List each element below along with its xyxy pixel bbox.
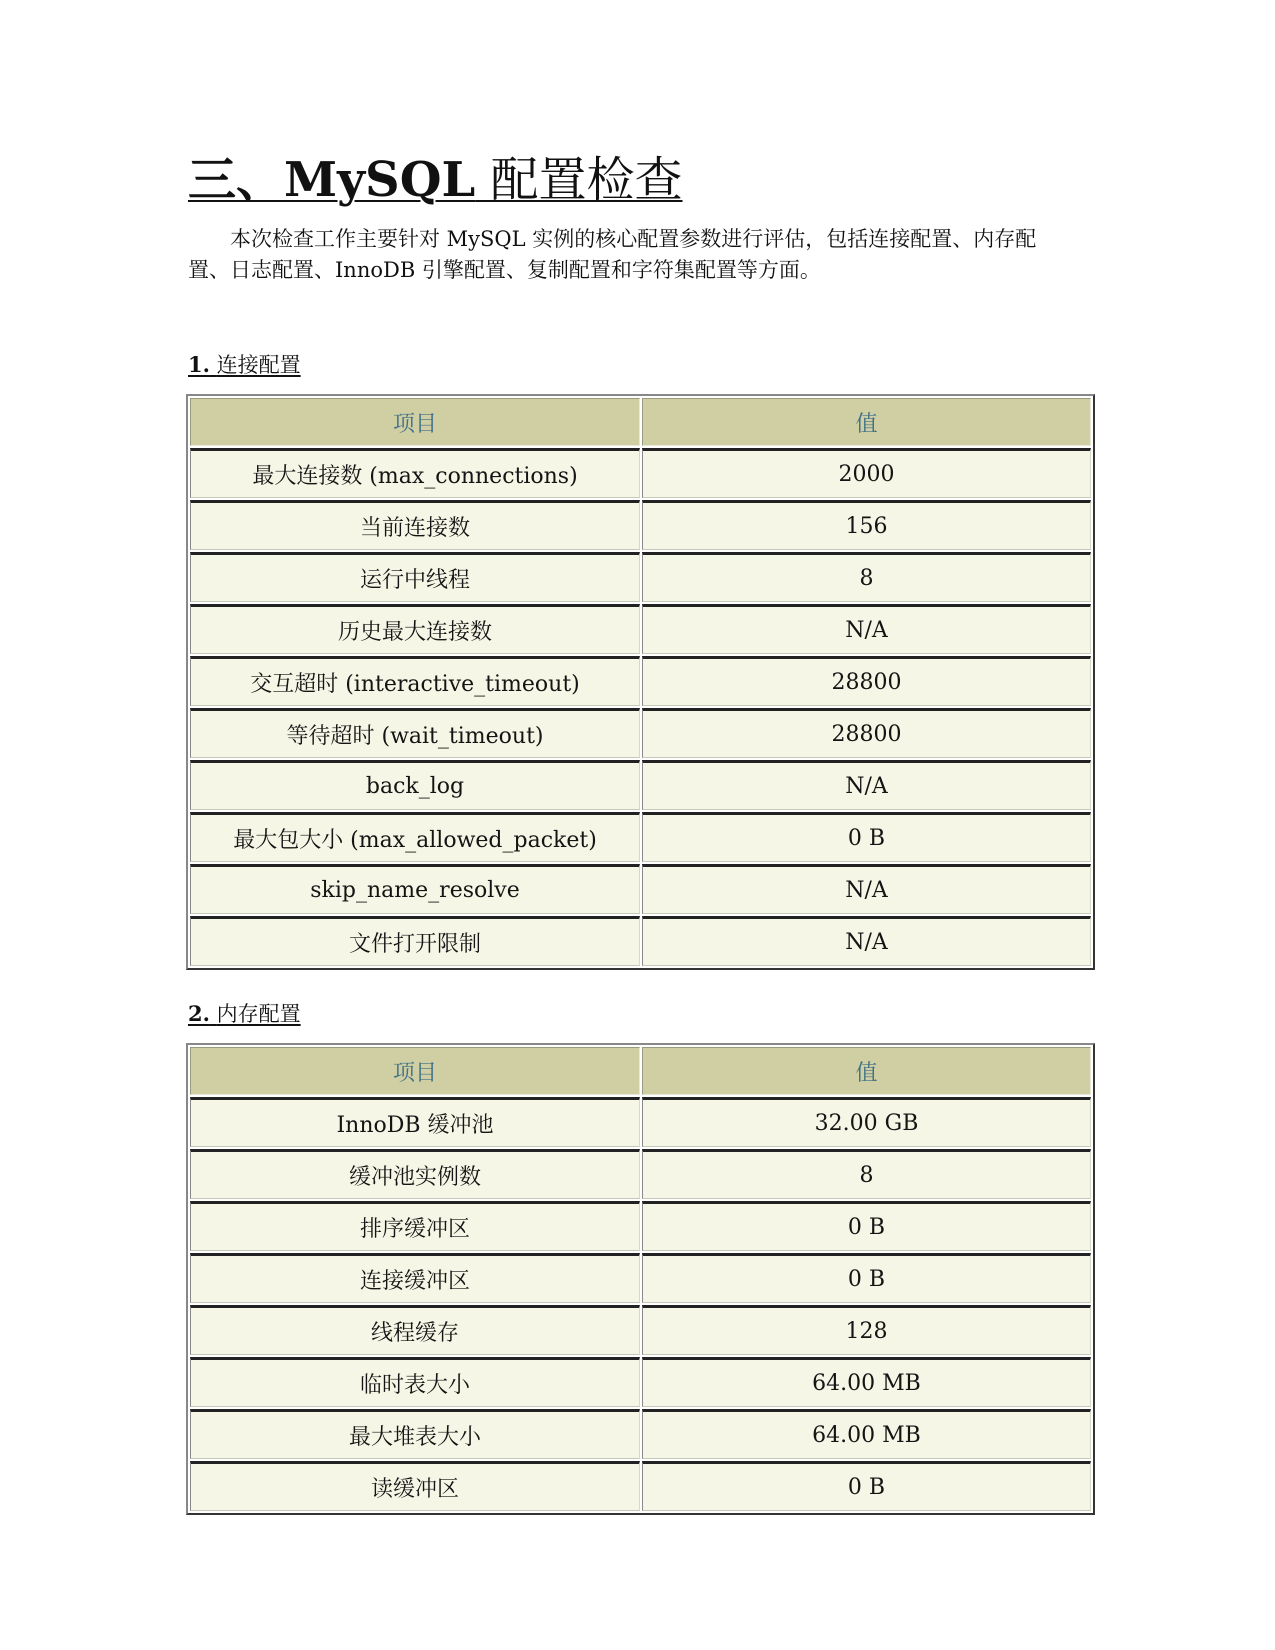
item-cell: 缓冲池实例数 xyxy=(190,1149,640,1199)
value-cell: 0 B xyxy=(642,1253,1091,1303)
value-cell: 128 xyxy=(642,1305,1091,1355)
section-title: 内存配置 xyxy=(216,1002,301,1026)
memory-config-table xyxy=(186,1043,1095,1515)
column-header-value: 值 xyxy=(642,1047,1091,1095)
value-cell: 0 B xyxy=(642,1461,1091,1511)
item-cell: 文件打开限制 xyxy=(190,916,640,966)
value-cell: 156 xyxy=(642,500,1091,550)
table-row xyxy=(190,1149,1091,1199)
value-cell: 32.00 GB xyxy=(642,1097,1091,1147)
table-row xyxy=(190,916,1091,966)
value-cell: N/A xyxy=(642,916,1091,966)
item-cell: 排序缓冲区 xyxy=(190,1201,640,1251)
item-cell: 历史最大连接数 xyxy=(190,604,640,654)
section-heading-connection xyxy=(188,351,301,379)
value-cell: N/A xyxy=(642,604,1091,654)
item-cell: 最大包大小 (max_allowed_packet) xyxy=(190,812,640,862)
column-header-item: 项目 xyxy=(190,1047,640,1095)
item-cell: 连接缓冲区 xyxy=(190,1253,640,1303)
value-cell: 28800 xyxy=(642,656,1091,706)
table-row xyxy=(190,656,1091,706)
value-cell: 64.00 MB xyxy=(642,1357,1091,1407)
section-number: 2. xyxy=(188,1001,210,1026)
page-title-suffix: 配置检查 xyxy=(475,152,683,208)
column-header-value: 值 xyxy=(642,398,1091,446)
value-cell: 0 B xyxy=(642,1201,1091,1251)
value-cell: N/A xyxy=(642,760,1091,810)
table-row xyxy=(190,552,1091,602)
item-cell: 交互超时 (interactive_timeout) xyxy=(190,656,640,706)
table-row xyxy=(190,1409,1091,1459)
value-cell: 64.00 MB xyxy=(642,1409,1091,1459)
intro-paragraph: 本次检查工作主要针对 MySQL 实例的核心配置参数进行评估，包括连接配置、内存配置、日志配置、InnoDB 引擎配置、复制配置和字符集配置等方面。 xyxy=(188,227,1037,282)
value-cell: 8 xyxy=(642,552,1091,602)
value-cell: 8 xyxy=(642,1149,1091,1199)
item-cell: InnoDB 缓冲池 xyxy=(190,1097,640,1147)
value-cell: 2000 xyxy=(642,448,1091,498)
item-cell: 读缓冲区 xyxy=(190,1461,640,1511)
table-header-row xyxy=(190,1047,1091,1095)
table-row xyxy=(190,604,1091,654)
value-cell: 0 B xyxy=(642,812,1091,862)
table-row xyxy=(190,708,1091,758)
value-cell: N/A xyxy=(642,864,1091,914)
section-heading-memory xyxy=(188,1000,301,1028)
value-cell: 28800 xyxy=(642,708,1091,758)
table-row xyxy=(190,760,1091,810)
table-row xyxy=(190,1201,1091,1251)
item-cell: 运行中线程 xyxy=(190,552,640,602)
connection-config-table xyxy=(186,394,1095,970)
item-cell: back_log xyxy=(190,760,640,810)
table-header-row xyxy=(190,398,1091,446)
page-title-latin: MySQL xyxy=(284,152,476,208)
table-row xyxy=(190,864,1091,914)
table-row xyxy=(190,1461,1091,1511)
item-cell: 最大连接数 (max_connections) xyxy=(190,448,640,498)
page-title-prefix: 三、 xyxy=(188,152,285,208)
table-row xyxy=(190,448,1091,498)
section-title: 连接配置 xyxy=(216,353,301,377)
item-cell: 当前连接数 xyxy=(190,500,640,550)
table-row xyxy=(190,1097,1091,1147)
item-cell: 线程缓存 xyxy=(190,1305,640,1355)
item-cell: 等待超时 (wait_timeout) xyxy=(190,708,640,758)
table-row xyxy=(190,1357,1091,1407)
table-row xyxy=(190,500,1091,550)
item-cell: skip_name_resolve xyxy=(190,864,640,914)
page-title xyxy=(188,150,683,210)
table-row xyxy=(190,1253,1091,1303)
column-header-item: 项目 xyxy=(190,398,640,446)
table-row xyxy=(190,812,1091,862)
item-cell: 临时表大小 xyxy=(190,1357,640,1407)
section-number: 1. xyxy=(188,352,210,377)
item-cell: 最大堆表大小 xyxy=(190,1409,640,1459)
table-row xyxy=(190,1305,1091,1355)
